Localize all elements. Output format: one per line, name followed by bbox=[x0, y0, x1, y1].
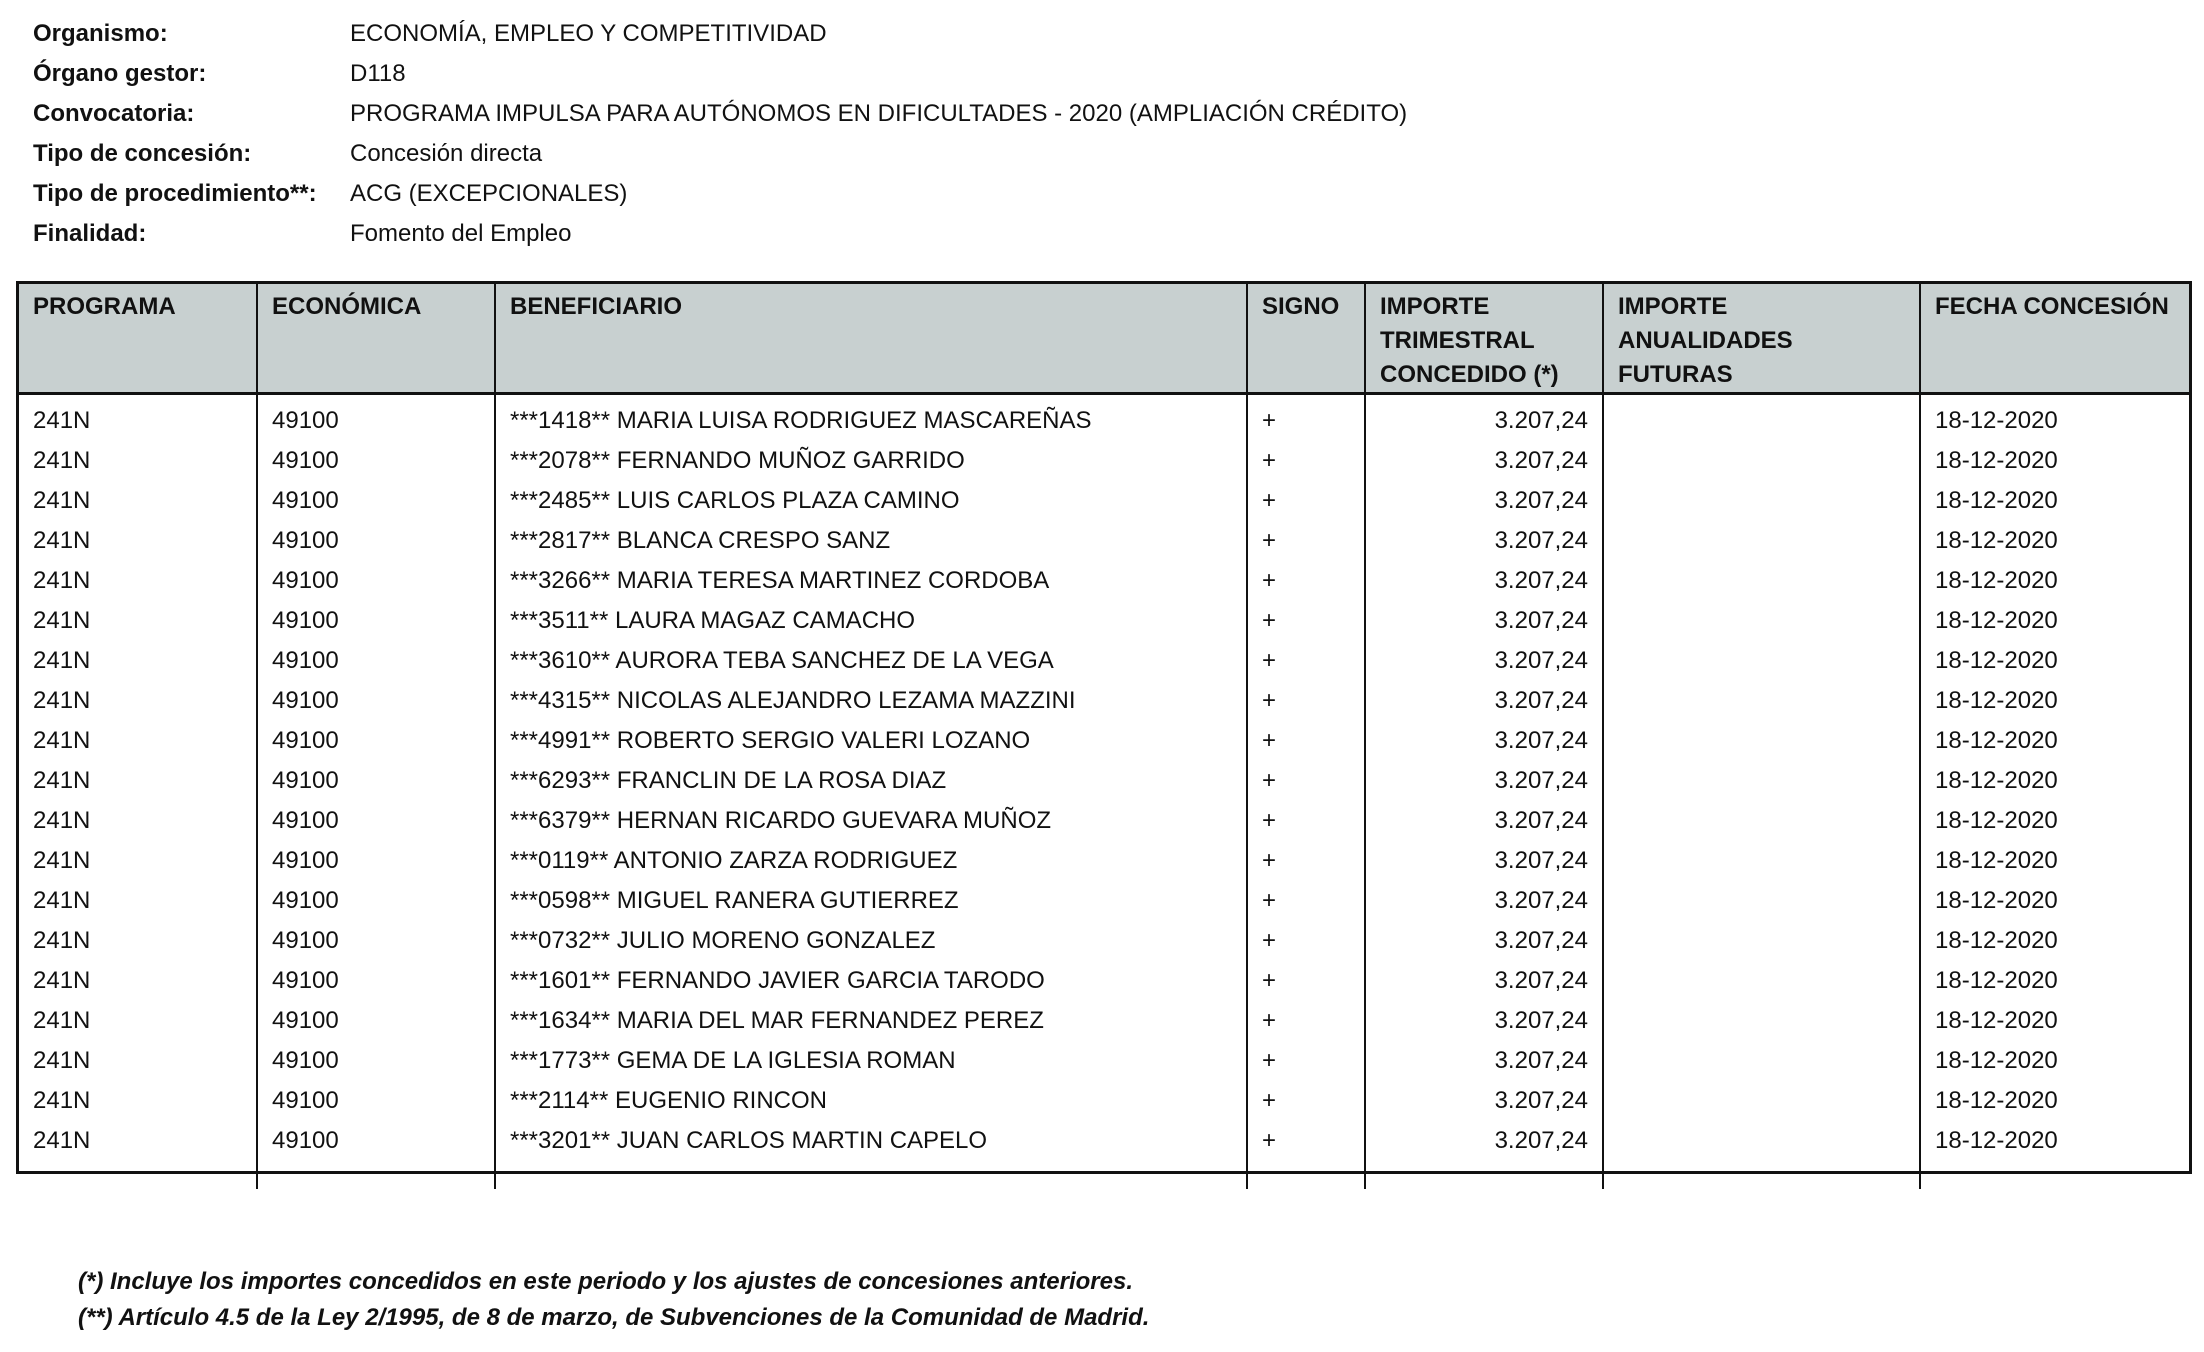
meta-value: Fomento del Empleo bbox=[350, 220, 572, 247]
cell-importe-trimestral: 3.207,24 bbox=[1365, 641, 1603, 681]
header-beneficiario: BENEFICIARIO bbox=[495, 284, 1247, 394]
cell-programa: 241N bbox=[19, 521, 257, 561]
table-row bbox=[19, 1121, 2189, 1161]
cell-signo: + bbox=[1247, 521, 1365, 561]
cell-fecha-concesion: 18-12-2020 bbox=[1935, 407, 2058, 434]
meta-label: Finalidad: bbox=[33, 220, 147, 247]
cell-signo: + bbox=[1247, 681, 1365, 721]
meta-row-finalidad bbox=[33, 214, 1407, 254]
meta-row-organo-gestor bbox=[33, 54, 1407, 94]
cell-fecha-concesion: 18-12-2020 bbox=[1935, 887, 2058, 914]
meta-value: D118 bbox=[350, 60, 406, 87]
cell-programa: 241N bbox=[19, 394, 257, 442]
table-body bbox=[19, 394, 2189, 1190]
cell-beneficiario: ***2114** EUGENIO RINCON bbox=[495, 1081, 1247, 1121]
meta-value: PROGRAMA IMPULSA PARA AUTÓNOMOS EN DIFICULTADES - 2020 (AMPLIACIÓN CRÉDITO) bbox=[350, 100, 1408, 127]
meta-value: Concesión directa bbox=[350, 140, 543, 167]
cell-economica: 49100 bbox=[257, 961, 495, 1001]
cell-beneficiario: ***0598** MIGUEL RANERA GUTIERREZ bbox=[495, 881, 1247, 921]
cell-beneficiario: ***4315** NICOLAS ALEJANDRO LEZAMA MAZZINI bbox=[495, 681, 1247, 721]
cell-beneficiario: ***1418** MARIA LUISA RODRIGUEZ MASCAREÑAS bbox=[495, 394, 1247, 442]
cell-beneficiario: ***2078** FERNANDO MUÑOZ GARRIDO bbox=[495, 441, 1247, 481]
cell-fecha-concesion: 18-12-2020 bbox=[1935, 927, 2058, 954]
cell-importe-anualidades bbox=[1603, 1081, 1920, 1121]
cell-importe-anualidades bbox=[1603, 961, 1920, 1001]
table-row bbox=[19, 681, 2189, 721]
cell-economica: 49100 bbox=[257, 601, 495, 641]
footnote-articulo: (**) Artículo 4.5 de la Ley 2/1995, de 8 de marzo, de Subvenciones de la Comunidad de Madrid. bbox=[78, 1304, 1150, 1331]
cell-importe-trimestral: 3.207,24 bbox=[1365, 1121, 1603, 1161]
table-row bbox=[19, 1081, 2189, 1121]
meta-row-convocatoria bbox=[33, 94, 1407, 134]
cell-fecha-concesion: 18-12-2020 bbox=[1935, 847, 2058, 874]
cell-economica: 49100 bbox=[257, 1081, 495, 1121]
cell-beneficiario: ***0119** ANTONIO ZARZA RODRIGUEZ bbox=[495, 841, 1247, 881]
cell-programa: 241N bbox=[19, 841, 257, 881]
table-filler-row bbox=[19, 1161, 2189, 1189]
cell-signo: + bbox=[1247, 1041, 1365, 1081]
cell-fecha-concesion: 18-12-2020 bbox=[1935, 567, 2058, 594]
table-row bbox=[19, 481, 2189, 521]
table-row bbox=[19, 801, 2189, 841]
filler-cell bbox=[19, 1161, 257, 1189]
cell-fecha-concesion: 18-12-2020 bbox=[1935, 807, 2058, 834]
table-row bbox=[19, 394, 2189, 442]
cell-beneficiario: ***1773** GEMA DE LA IGLESIA ROMAN bbox=[495, 1041, 1247, 1081]
cell-economica: 49100 bbox=[257, 1041, 495, 1081]
cell-importe-anualidades bbox=[1603, 481, 1920, 521]
cell-programa: 241N bbox=[19, 881, 257, 921]
cell-importe-anualidades bbox=[1603, 441, 1920, 481]
cell-importe-anualidades bbox=[1603, 394, 1920, 442]
cell-importe-anualidades bbox=[1603, 1001, 1920, 1041]
meta-value: ECONOMÍA, EMPLEO Y COMPETITIVIDAD bbox=[350, 20, 827, 47]
cell-beneficiario: ***2817** BLANCA CRESPO SANZ bbox=[495, 521, 1247, 561]
cell-economica: 49100 bbox=[257, 681, 495, 721]
cell-economica: 49100 bbox=[257, 1121, 495, 1161]
cell-economica: 49100 bbox=[257, 921, 495, 961]
cell-beneficiario: ***6293** FRANCLIN DE LA ROSA DIAZ bbox=[495, 761, 1247, 801]
cell-fecha-concesion: 18-12-2020 bbox=[1935, 687, 2058, 714]
table-row bbox=[19, 641, 2189, 681]
cell-signo: + bbox=[1247, 761, 1365, 801]
cell-fecha-concesion: 18-12-2020 bbox=[1935, 487, 2058, 514]
table-row bbox=[19, 961, 2189, 1001]
cell-signo: + bbox=[1247, 961, 1365, 1001]
cell-importe-trimestral: 3.207,24 bbox=[1365, 481, 1603, 521]
cell-programa: 241N bbox=[19, 961, 257, 1001]
cell-programa: 241N bbox=[19, 481, 257, 521]
cell-programa: 241N bbox=[19, 761, 257, 801]
filler-cell bbox=[1920, 1161, 2189, 1189]
cell-importe-trimestral: 3.207,24 bbox=[1365, 521, 1603, 561]
cell-beneficiario: ***1601** FERNANDO JAVIER GARCIA TARODO bbox=[495, 961, 1247, 1001]
table-row bbox=[19, 721, 2189, 761]
cell-fecha-concesion: 18-12-2020 bbox=[1935, 1087, 2058, 1114]
cell-signo: + bbox=[1247, 481, 1365, 521]
cell-importe-anualidades bbox=[1603, 1121, 1920, 1161]
cell-economica: 49100 bbox=[257, 441, 495, 481]
cell-signo: + bbox=[1247, 801, 1365, 841]
header-importe-anualidades: IMPORTE ANUALIDADES FUTURAS bbox=[1603, 284, 1920, 394]
table-row bbox=[19, 1041, 2189, 1081]
concessions-table-frame bbox=[16, 281, 2192, 1174]
cell-signo: + bbox=[1247, 1001, 1365, 1041]
cell-programa: 241N bbox=[19, 921, 257, 961]
cell-importe-trimestral: 3.207,24 bbox=[1365, 1001, 1603, 1041]
cell-importe-anualidades bbox=[1603, 801, 1920, 841]
cell-beneficiario: ***3511** LAURA MAGAZ CAMACHO bbox=[495, 601, 1247, 641]
cell-importe-trimestral: 3.207,24 bbox=[1365, 561, 1603, 601]
cell-economica: 49100 bbox=[257, 481, 495, 521]
cell-fecha-concesion: 18-12-2020 bbox=[1935, 967, 2058, 994]
cell-signo: + bbox=[1247, 1081, 1365, 1121]
cell-fecha-concesion: 18-12-2020 bbox=[1935, 1047, 2058, 1074]
cell-importe-trimestral: 3.207,24 bbox=[1365, 961, 1603, 1001]
cell-programa: 241N bbox=[19, 441, 257, 481]
cell-fecha-concesion: 18-12-2020 bbox=[1935, 607, 2058, 634]
cell-programa: 241N bbox=[19, 1001, 257, 1041]
cell-importe-anualidades bbox=[1603, 601, 1920, 641]
cell-importe-trimestral: 3.207,24 bbox=[1365, 1041, 1603, 1081]
cell-economica: 49100 bbox=[257, 1001, 495, 1041]
table-row bbox=[19, 761, 2189, 801]
cell-fecha-concesion: 18-12-2020 bbox=[1935, 767, 2058, 794]
meta-row-tipo-procedimiento bbox=[33, 174, 1407, 214]
cell-importe-trimestral: 3.207,24 bbox=[1365, 394, 1603, 442]
table-row bbox=[19, 881, 2189, 921]
cell-importe-trimestral: 3.207,24 bbox=[1365, 801, 1603, 841]
table-row bbox=[19, 521, 2189, 561]
filler-cell bbox=[1365, 1161, 1603, 1189]
cell-beneficiario: ***3266** MARIA TERESA MARTINEZ CORDOBA bbox=[495, 561, 1247, 601]
cell-economica: 49100 bbox=[257, 801, 495, 841]
cell-programa: 241N bbox=[19, 681, 257, 721]
cell-importe-trimestral: 3.207,24 bbox=[1365, 601, 1603, 641]
cell-beneficiario: ***0732** JULIO MORENO GONZALEZ bbox=[495, 921, 1247, 961]
cell-fecha-concesion: 18-12-2020 bbox=[1935, 1127, 2058, 1154]
meta-label: Organismo: bbox=[33, 20, 168, 47]
table-row bbox=[19, 1001, 2189, 1041]
cell-signo: + bbox=[1247, 1121, 1365, 1161]
concessions-table bbox=[19, 284, 2189, 1189]
cell-beneficiario: ***1634** MARIA DEL MAR FERNANDEZ PEREZ bbox=[495, 1001, 1247, 1041]
table-row bbox=[19, 921, 2189, 961]
filler-cell bbox=[257, 1161, 495, 1189]
header-economica: ECONÓMICA bbox=[257, 284, 495, 394]
cell-fecha-concesion: 18-12-2020 bbox=[1935, 727, 2058, 754]
table-row bbox=[19, 441, 2189, 481]
cell-beneficiario: ***3201** JUAN CARLOS MARTIN CAPELO bbox=[495, 1121, 1247, 1161]
meta-label: Tipo de concesión: bbox=[33, 140, 252, 167]
cell-signo: + bbox=[1247, 881, 1365, 921]
cell-fecha-concesion: 18-12-2020 bbox=[1935, 1007, 2058, 1034]
meta-row-organismo bbox=[33, 14, 1407, 54]
cell-signo: + bbox=[1247, 601, 1365, 641]
cell-programa: 241N bbox=[19, 801, 257, 841]
cell-importe-anualidades bbox=[1603, 1041, 1920, 1081]
cell-fecha-concesion: 18-12-2020 bbox=[1935, 447, 2058, 474]
cell-signo: + bbox=[1247, 561, 1365, 601]
cell-importe-trimestral: 3.207,24 bbox=[1365, 1081, 1603, 1121]
cell-fecha-concesion: 18-12-2020 bbox=[1935, 647, 2058, 674]
cell-signo: + bbox=[1247, 441, 1365, 481]
header-signo: SIGNO bbox=[1247, 284, 1365, 394]
cell-importe-anualidades bbox=[1603, 881, 1920, 921]
cell-programa: 241N bbox=[19, 561, 257, 601]
footnotes bbox=[78, 1264, 1149, 1336]
cell-importe-anualidades bbox=[1603, 641, 1920, 681]
cell-economica: 49100 bbox=[257, 561, 495, 601]
cell-programa: 241N bbox=[19, 641, 257, 681]
meta-label: Convocatoria: bbox=[33, 100, 195, 127]
metadata-block bbox=[33, 14, 1407, 254]
cell-signo: + bbox=[1247, 841, 1365, 881]
cell-importe-trimestral: 3.207,24 bbox=[1365, 681, 1603, 721]
cell-signo: + bbox=[1247, 394, 1365, 442]
table-row bbox=[19, 561, 2189, 601]
cell-importe-trimestral: 3.207,24 bbox=[1365, 761, 1603, 801]
cell-beneficiario: ***2485** LUIS CARLOS PLAZA CAMINO bbox=[495, 481, 1247, 521]
cell-programa: 241N bbox=[19, 1041, 257, 1081]
cell-importe-trimestral: 3.207,24 bbox=[1365, 721, 1603, 761]
cell-importe-trimestral: 3.207,24 bbox=[1365, 881, 1603, 921]
cell-importe-trimestral: 3.207,24 bbox=[1365, 441, 1603, 481]
cell-importe-trimestral: 3.207,24 bbox=[1365, 921, 1603, 961]
table-row bbox=[19, 841, 2189, 881]
meta-label: Órgano gestor: bbox=[33, 60, 207, 87]
cell-importe-anualidades bbox=[1603, 721, 1920, 761]
header-importe-trimestral: IMPORTE TRIMESTRAL CONCEDIDO (*) bbox=[1365, 284, 1603, 394]
cell-importe-anualidades bbox=[1603, 921, 1920, 961]
cell-economica: 49100 bbox=[257, 641, 495, 681]
filler-cell bbox=[495, 1161, 1247, 1189]
cell-signo: + bbox=[1247, 921, 1365, 961]
cell-importe-anualidades bbox=[1603, 681, 1920, 721]
cell-economica: 49100 bbox=[257, 881, 495, 921]
cell-importe-trimestral: 3.207,24 bbox=[1365, 841, 1603, 881]
cell-signo: + bbox=[1247, 641, 1365, 681]
meta-row-tipo-concesion bbox=[33, 134, 1407, 174]
table-header-row bbox=[19, 284, 2189, 394]
header-programa: PROGRAMA bbox=[19, 284, 257, 394]
cell-importe-anualidades bbox=[1603, 841, 1920, 881]
cell-signo: + bbox=[1247, 721, 1365, 761]
table-row bbox=[19, 601, 2189, 641]
cell-importe-anualidades bbox=[1603, 521, 1920, 561]
cell-beneficiario: ***3610** AURORA TEBA SANCHEZ DE LA VEGA bbox=[495, 641, 1247, 681]
footnote-importe: (*) Incluye los importes concedidos en este periodo y los ajustes de concesiones anteriores. bbox=[78, 1268, 1133, 1295]
cell-fecha-concesion: 18-12-2020 bbox=[1935, 527, 2058, 554]
cell-economica: 49100 bbox=[257, 841, 495, 881]
cell-importe-anualidades bbox=[1603, 761, 1920, 801]
cell-programa: 241N bbox=[19, 1121, 257, 1161]
cell-economica: 49100 bbox=[257, 761, 495, 801]
cell-beneficiario: ***6379** HERNAN RICARDO GUEVARA MUÑOZ bbox=[495, 801, 1247, 841]
header-fecha-concesion: FECHA CONCESIÓN bbox=[1920, 284, 2189, 394]
cell-economica: 49100 bbox=[257, 394, 495, 442]
meta-label: Tipo de procedimiento**: bbox=[33, 180, 317, 207]
cell-importe-anualidades bbox=[1603, 561, 1920, 601]
cell-economica: 49100 bbox=[257, 521, 495, 561]
cell-programa: 241N bbox=[19, 721, 257, 761]
filler-cell bbox=[1603, 1161, 1920, 1189]
cell-beneficiario: ***4991** ROBERTO SERGIO VALERI LOZANO bbox=[495, 721, 1247, 761]
cell-economica: 49100 bbox=[257, 721, 495, 761]
filler-cell bbox=[1247, 1161, 1365, 1189]
cell-programa: 241N bbox=[19, 1081, 257, 1121]
cell-programa: 241N bbox=[19, 601, 257, 641]
meta-value: ACG (EXCEPCIONALES) bbox=[350, 180, 628, 207]
